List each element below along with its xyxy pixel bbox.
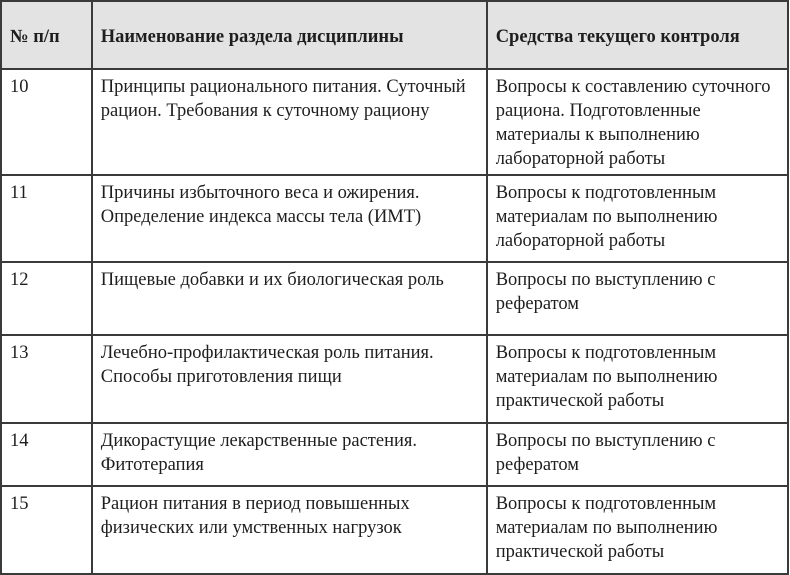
row-section: Дикорастущие лекарственные растения. Фитотерапия bbox=[92, 423, 487, 486]
row-number: 12 bbox=[1, 262, 92, 335]
row-section: Рацион питания в период повышенных физических или умственных нагрузок bbox=[92, 486, 487, 574]
row-number: 14 bbox=[1, 423, 92, 486]
header-section: Наименование раздела дисциплины bbox=[92, 1, 487, 69]
row-control: Вопросы к составлению суточного рациона. Подготовленные материалы к выполнению лабораторной работы bbox=[487, 69, 788, 175]
row-control: Вопросы к подготовленным материалам по выполнению практической работы bbox=[487, 486, 788, 574]
row-control: Вопросы по выступлению с рефератом bbox=[487, 262, 788, 335]
table-row bbox=[1, 262, 788, 335]
header-number: № п/п bbox=[1, 1, 92, 69]
table-row bbox=[1, 175, 788, 262]
row-section: Причины избыточного веса и ожирения. Определение индекса массы тела (ИМТ) bbox=[92, 175, 487, 262]
row-section: Лечебно-профилактическая роль питания. Способы приготовления пищи bbox=[92, 335, 487, 423]
table-row bbox=[1, 69, 788, 175]
row-control: Вопросы к подготовленным материалам по выполнению лабораторной работы bbox=[487, 175, 788, 262]
row-section: Принципы рационального питания. Суточный рацион. Требования к суточному рациону bbox=[92, 69, 487, 175]
row-number: 11 bbox=[1, 175, 92, 262]
header-control: Средства текущего контроля bbox=[487, 1, 788, 69]
table-row bbox=[1, 335, 788, 423]
row-control: Вопросы по выступлению с рефератом bbox=[487, 423, 788, 486]
table-row bbox=[1, 486, 788, 574]
header-row bbox=[1, 1, 788, 69]
row-number: 15 bbox=[1, 486, 92, 574]
row-control: Вопросы к подготовленным материалам по выполнению практической работы bbox=[487, 335, 788, 423]
row-number: 10 bbox=[1, 69, 92, 175]
row-section: Пищевые добавки и их биологическая роль bbox=[92, 262, 487, 335]
table-row bbox=[1, 423, 788, 486]
row-number: 13 bbox=[1, 335, 92, 423]
